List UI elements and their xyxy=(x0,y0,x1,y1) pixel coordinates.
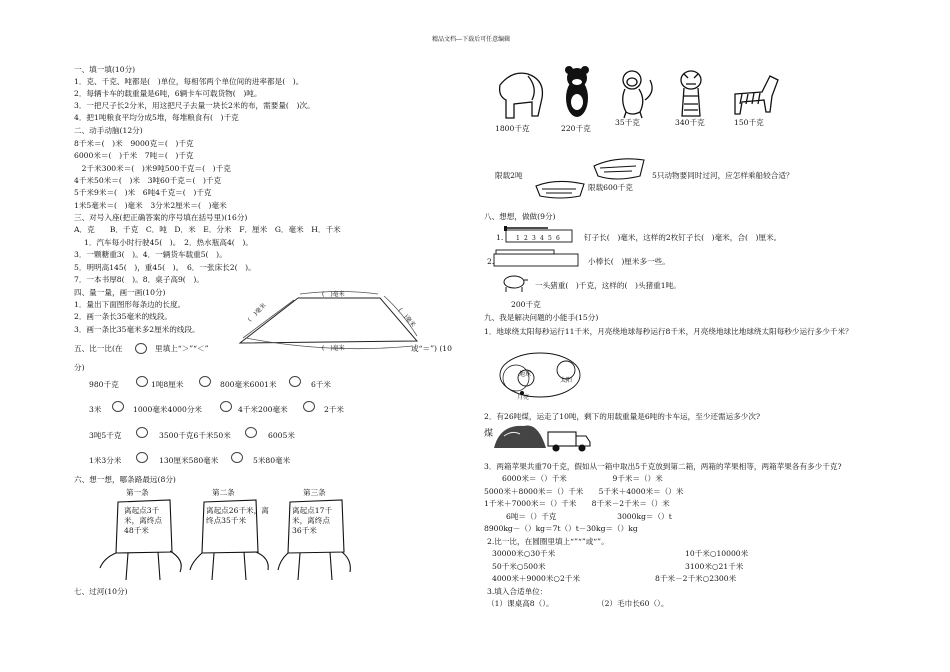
section-1-title: 一、填一填(10分) xyxy=(74,65,136,74)
section-8-title: 八、想想，做做(9分) xyxy=(484,212,556,221)
ruler-tick: 5 xyxy=(548,235,552,242)
extra-line: 5000米＋8000米＝（）千米 5千米＋4000米＝（）米 xyxy=(484,487,684,496)
section-7-title: 七、过河(10分) xyxy=(74,587,128,596)
compare-line: 8千米－2千米○2300米 xyxy=(655,574,737,583)
question-line: 3．画一条比35毫米多2厘米的线段。 xyxy=(74,325,200,334)
question-line: 3．一颗糖重3( )。4．一辆货车载重5( )。 xyxy=(74,250,227,259)
question-line: 4．把1吨粮食平均分成5堆，每堆粮食有( )千克 xyxy=(74,113,239,122)
compare-item: 980千克 xyxy=(89,380,119,389)
compare-line: 4000米＋9000米○2千米 xyxy=(492,574,581,583)
section-3-title: 三、对号入座(把正确答案的序号填在括号里)(16分) xyxy=(74,213,248,222)
question-line: 1．量出下面图形每条边的长度。 xyxy=(74,300,186,309)
earth-label: 地球 xyxy=(519,371,532,378)
question-line: 6000米＝( )千米 7吨＝( )千克 xyxy=(74,151,194,160)
question-line: 5．明明高145( )，重45( )。 6．一张床长2( )。 xyxy=(74,263,256,272)
ruler-tick: 2 xyxy=(524,235,528,242)
question-line: 8千米＝( )米 9000克＝( )千克 xyxy=(74,139,194,148)
extra-line: 6000米＝（）千米 9千米＝（）米 xyxy=(502,474,663,483)
section-5-title-end: 或“＝”) (10 xyxy=(411,344,452,353)
compare-line: 30000米○30千米 xyxy=(492,549,556,558)
ruler-tick: 4 xyxy=(540,235,544,242)
road-sign-text: 离起点17千米，离终点36千米 xyxy=(292,506,333,535)
question-line: 2．每辆卡车的载重量是6吨，6辆卡车可载货物( )吨。 xyxy=(74,89,262,98)
compare-item: 3500千克6千米50米 xyxy=(159,431,231,440)
coal-label: 煤 xyxy=(484,429,494,439)
section-4-title: 四、量一量，画一画(10分) xyxy=(74,288,166,297)
stick-question: 小棒长( )厘米多一些。 xyxy=(588,257,670,266)
animal-weight: 340千克 xyxy=(675,118,705,127)
question-line: 1米5毫米＝( )毫米 3分米2厘米＝( )毫米 xyxy=(74,201,227,210)
compare-item: 3米 xyxy=(89,405,102,414)
compare-item: 3吨5千克 xyxy=(89,431,122,440)
boat-question: 5只动物要同时过河，应怎样乘船较合适？ xyxy=(652,171,794,180)
road-sign-text: 离起点3千米，离终点48千米 xyxy=(124,506,162,535)
boat-limit: 限载600千克 xyxy=(588,183,633,192)
extra-line: 6吨＝（）千克 3000kg＝（）t xyxy=(506,512,672,521)
ruler-tick: 3 xyxy=(532,235,536,242)
edge-label-left: ( )毫米 xyxy=(246,302,268,324)
compare-line: 3100米○21千米 xyxy=(685,562,744,571)
compare-line: 50千米○500米 xyxy=(492,562,546,571)
pig-question: 一头猪重( )千克，这样的( )头猪重1吨。 xyxy=(535,281,681,290)
compare-title: 2.比一比，在圆圈里填上“”“”或“”。 xyxy=(487,537,609,546)
question-line: 2千米300米＝( )米9吨500千克＝( )千克 xyxy=(74,164,231,173)
animal-weight: 1800千克 xyxy=(495,124,530,133)
ruler-tick: 6 xyxy=(556,235,560,242)
extra-line: 1千米＋7000米＝（）千米 8千米－2千米＝（）米 xyxy=(484,499,670,508)
pig-weight: 200千克 xyxy=(511,300,541,309)
compare-item: 4千米200毫米 xyxy=(238,405,288,414)
animal-weight: 150千克 xyxy=(734,118,764,127)
question-number: 1. xyxy=(496,233,504,242)
compare-item: 5米80毫米 xyxy=(253,456,291,465)
question-number: 2. xyxy=(487,257,495,266)
road-name: 第一条 xyxy=(126,488,149,497)
compare-item: 1000毫米4000分米 xyxy=(133,405,203,414)
problem-3: 3．两箱苹果共重70千克，假如从一箱中取出5千克放到第二箱，两箱的苹果相等，两箱苹果各有多少千克? xyxy=(484,462,842,471)
truck-icon xyxy=(548,432,590,451)
edge-label-right: ( )毫米 xyxy=(396,306,417,329)
unit-options: A．克 B．千克 C．吨 D．米 E．分米 F．厘米 G．毫米 H．千米 xyxy=(74,225,341,234)
problem-2: 2．有26吨煤，运走了10吨，剩下的用载重量是6吨的卡车运，至少还需运多少次? xyxy=(484,412,761,421)
animal-weight: 220千克 xyxy=(561,124,591,133)
units-line: （2）毛巾长60（）。 xyxy=(597,599,669,608)
problem-1: 1．地球绕太阳每秒运行11千米，月亮绕地球每秒运行8千米，月亮绕地球比地球绕太阳每秒少运行多少千米？ xyxy=(484,327,853,336)
ruler-tick: 1 xyxy=(516,235,520,242)
units-title: 3.填入合适单位： xyxy=(487,587,548,596)
sun-label: 太阳 xyxy=(560,377,573,384)
road-sign-text: 离起点26千米，离终点35千米 xyxy=(206,506,269,525)
page-header: 精品文档---下载后可任意编辑 xyxy=(432,36,511,43)
compare-item: 2千米 xyxy=(324,405,345,414)
section-5-title-tail: 分) xyxy=(74,363,85,372)
moon-label: 月亮 xyxy=(517,394,530,401)
question-line: 4千米50米＝( )米 3吨60千克＝( )千克 xyxy=(74,176,222,185)
section-5-title: 五、比一比(在 xyxy=(74,344,123,353)
section-2-title: 二、动手动脑(12分) xyxy=(74,126,143,135)
compare-item: 1吨8厘米 xyxy=(151,380,184,389)
animal-weight: 35千克 xyxy=(615,118,640,127)
units-line: （1）课桌高8（）。 xyxy=(487,599,554,608)
question-line: 1．汽车每小时行驶45( )。 2．热水瓶高4( )。 xyxy=(84,238,253,247)
compare-item: 1米3分米 xyxy=(89,456,122,465)
edge-label-bottom: ( )毫米 xyxy=(322,345,345,352)
section-5-title-mid: 里填上“＞”“＜” xyxy=(155,344,209,353)
question-line: 7．一本书厚8( )。8．桌子高9( )。 xyxy=(74,275,204,284)
section-6-title: 六、想一想，哪条路最远(8分) xyxy=(74,475,176,484)
question-line: 1．克、千克、吨都是( )单位，每相邻两个单位间的进率都是( )。 xyxy=(74,77,304,86)
question-line: 2．画一条长35毫米的线段。 xyxy=(74,312,173,321)
compare-item: 800毫米6001米 xyxy=(220,380,277,389)
compare-item: 6千米 xyxy=(311,380,332,389)
extra-line: 8900kg－（）kg＝7t（）t－30kg＝（）kg xyxy=(484,524,638,533)
edge-label-top: ( )毫米 xyxy=(322,291,345,298)
road-name: 第三条 xyxy=(303,488,326,497)
compare-item: 130厘米580毫米 xyxy=(159,456,219,465)
compare-item: 6005米 xyxy=(268,431,295,440)
question-line: 3．一把尺子长2分米，用这把尺子去量一块长2米的布，需要量( )次。 xyxy=(74,101,315,110)
compare-line: 10千米○10000米 xyxy=(685,549,749,558)
section-9-title: 九、我是解决问题的小能手(15分) xyxy=(484,313,599,322)
question-line: 5千米9米＝( )米 6吨4千克＝( )千克 xyxy=(74,188,212,197)
boat-limit: 限载2吨 xyxy=(495,171,523,180)
nail-question: 钉子长( )毫米，这样的2枚钉子长( )毫米，合( )厘米。 xyxy=(584,233,782,242)
road-name: 第二条 xyxy=(212,488,235,497)
